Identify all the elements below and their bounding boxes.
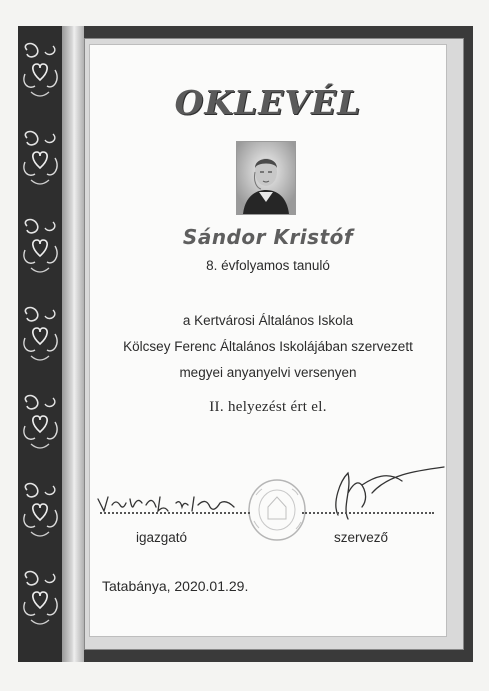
heart-ornament-icon (19, 304, 61, 366)
certificate-paper (89, 44, 447, 637)
organizer-signature (318, 463, 448, 523)
portrait-icon (236, 141, 296, 215)
heart-ornament-icon (19, 568, 61, 630)
place-date: Tatabánya, 2020.01.29. (102, 578, 249, 594)
school-line: a Kertvárosi Általános Iskola (182, 313, 354, 328)
silver-band (62, 26, 84, 662)
certificate-title: OKLEVÉL (174, 83, 362, 122)
principal-signature-line (100, 512, 250, 514)
result-text: II. helyezést ért el. (209, 399, 327, 415)
heart-ornament-icon (19, 392, 61, 454)
heart-ornament-icon (19, 40, 61, 102)
heart-ornament-icon (19, 128, 61, 190)
organizer-line: Kölcsey Ferenc Általános Iskolájában szervezett (123, 339, 413, 354)
competition-line: megyei anyanyelvi versenyen (179, 365, 357, 380)
seal-icon (246, 477, 308, 543)
heart-ornament-icon (19, 480, 61, 542)
principal-label: igazgató (136, 530, 188, 545)
recipient-name: Sándor Kristóf (182, 225, 354, 249)
grade-text: 8. évfolyamos tanuló (206, 258, 330, 273)
heart-ornament-icon (19, 216, 61, 278)
organizer-label: szervező (334, 530, 389, 545)
organizer-signature-line (302, 512, 434, 514)
